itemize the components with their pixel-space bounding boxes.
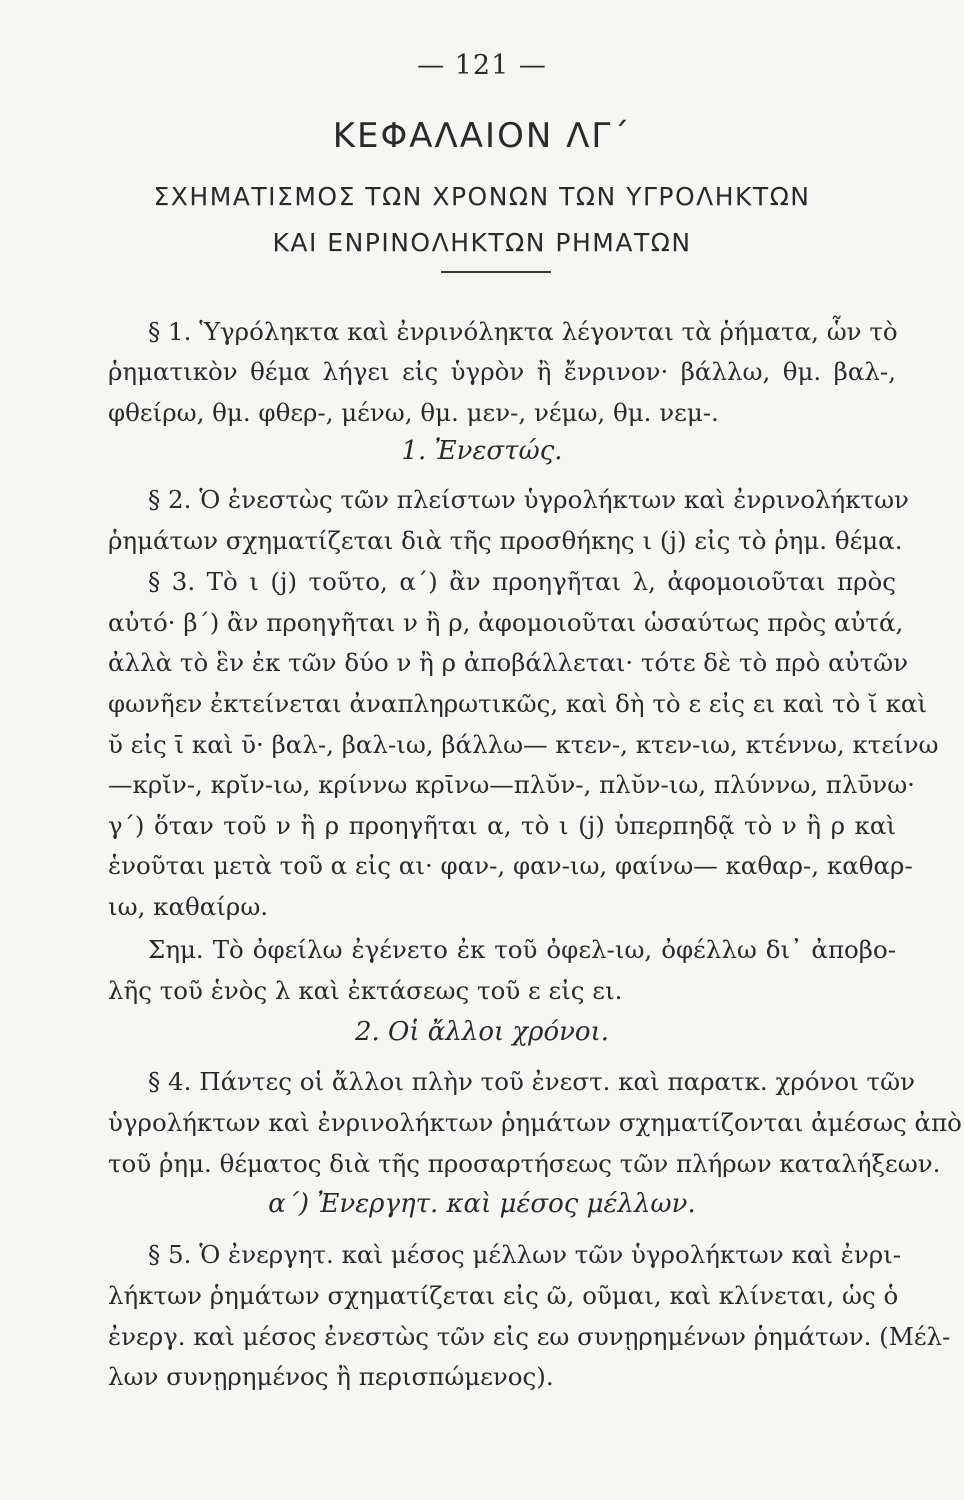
paragraph-3-line: ἀλλὰ τὸ ἓν ἐκ τῶν δύο ν ἢ ρ ἀποβάλλεται· τότε δὲ τὸ πρὸ αὐτῶν bbox=[108, 648, 908, 677]
note-line: λῆς τοῦ ἑνὸς λ καὶ ἐκτάσεως τοῦ ε εἰς ει. bbox=[108, 976, 623, 1005]
paragraph-3-line: ῠ εἰς ῑ καὶ ῡ· βαλ-, βαλ-ιω, βάλλω— κτεν-, κτεν-ιω, κτέννω, κτείνω bbox=[108, 730, 939, 759]
section-heading-present: 1. Ἐνεστώς. bbox=[401, 436, 563, 466]
paragraph-3-line: γ΄) ὅταν τοῦ ν ἢ ρ προηγῆται α, τὸ ι (j) ὑπερπηδᾷ τὸ ν ἢ ρ καὶ bbox=[108, 811, 896, 840]
paragraph-3-line: αὐτό· β΄) ἂν προηγῆται ν ἢ ρ, ἀφομοιοῦται ὡσαύτως πρὸς αὐτά, bbox=[108, 608, 904, 637]
paragraph-4-line: § 4. Πάντες οἱ ἄλλοι πλὴν τοῦ ἐνεστ. καὶ παρατκ. χρόνοι τῶν bbox=[148, 1067, 915, 1096]
chapter-subtitle-line-1: ΣΧΗΜΑΤΙΣΜΟΣ ΤΩΝ ΧΡΟΝΩΝ ΤΩΝ ΥΓΡΟΛΗΚΤΩΝ bbox=[153, 182, 811, 211]
paragraph-2-line: ῥημάτων σχηματίζεται διὰ τῆς προσθήκης ι (j) εἰς τὸ ῥημ. θέμα. bbox=[108, 526, 903, 555]
chapter-title: ΚΕΦΑΛΑΙΟΝ ΛΓ΄ bbox=[332, 116, 632, 156]
section-heading-future: α΄) Ἐνεργητ. καὶ μέσος μέλλων. bbox=[268, 1189, 696, 1219]
paragraph-2-line: § 2. Ὁ ἐνεστὼς τῶν πλείστων ὑγρολήκτων καὶ ἐνρινολήκτων bbox=[148, 485, 909, 514]
paragraph-3-line: φωνῆεν ἐκτείνεται ἀναπληρωτικῶς, καὶ δὴ τὸ ε εἰς ει καὶ τὸ ῐ καὶ bbox=[108, 689, 928, 718]
paragraph-5-line: ἐνεργ. καὶ μέσος ἐνεστὼς τῶν εἰς εω συνῃρημένων ῥημάτων. (Μέλ- bbox=[108, 1322, 951, 1351]
paragraph-4-line: τοῦ ῥημ. θέματος διὰ τῆς προσαρτήσεως τῶν πλήρων καταλήξεων. bbox=[108, 1149, 941, 1178]
paragraph-5-line: λων συνῃρημένος ἢ περισπώμενος). bbox=[108, 1362, 554, 1391]
paragraph-1-line: ῥηματικὸν θέμα λήγει εἰς ὑγρὸν ἢ ἔνρινον· βάλλω, θμ. βαλ-, bbox=[108, 357, 896, 386]
chapter-subtitle-line-2: ΚΑΙ ΕΝΡΙΝΟΛΗΚΤΩΝ ΡΗΜΑΤΩΝ bbox=[272, 228, 692, 257]
paragraph-3-line: ιω, καθαίρω. bbox=[108, 892, 269, 921]
note-line: Σημ. Τὸ ὀφείλω ἐγένετο ἐκ τοῦ ὀφελ-ιω, ὀφέλλω δι᾿ ἀποβο- bbox=[148, 935, 896, 964]
section-heading-other-tenses: 2. Οἱ ἄλλοι χρόνοι. bbox=[354, 1017, 610, 1047]
paragraph-1-line: φθείρω, θμ. φθερ-, μένω, θμ. μεν-, νέμω, θμ. νεμ-. bbox=[108, 398, 719, 427]
paragraph-3-line: § 3. Τὸ ι (j) τοῦτο, α΄) ἂν προηγῆται λ, ἀφομοιοῦται πρὸς bbox=[148, 567, 896, 596]
paragraph-5-line: λήκτων ῥημάτων σχηματίζεται εἰς ῶ, οῦμαι, καὶ κλίνεται, ὡς ὁ bbox=[108, 1281, 899, 1310]
title-rule bbox=[441, 271, 551, 273]
paragraph-3-line: ἑνοῦται μετὰ τοῦ α εἰς αι· φαν-, φαν-ιω, φαίνω— καθαρ-, καθαρ- bbox=[108, 851, 913, 880]
paragraph-5-line: § 5. Ὁ ἐνεργητ. καὶ μέσος μέλλων τῶν ὑγρολήκτων καὶ ἐνρι- bbox=[148, 1240, 902, 1269]
paragraph-4-line: ὑγρολήκτων καὶ ἐνρινολήκτων ῥημάτων σχηματίζονται ἀμέσως ἀπὸ bbox=[108, 1108, 962, 1137]
paragraph-1-line: § 1. Ὑγρόληκτα καὶ ἐνρινόληκτα λέγονται τὰ ῥήματα, ὧν τὸ bbox=[148, 317, 898, 346]
paragraph-3-line: —κρῐν-, κρῐν-ιω, κρίννω κρῑνω—πλῠν-, πλῠν-ιω, πλύννω, πλῡνω· bbox=[108, 770, 915, 799]
page-number: — 121 — bbox=[417, 50, 547, 81]
